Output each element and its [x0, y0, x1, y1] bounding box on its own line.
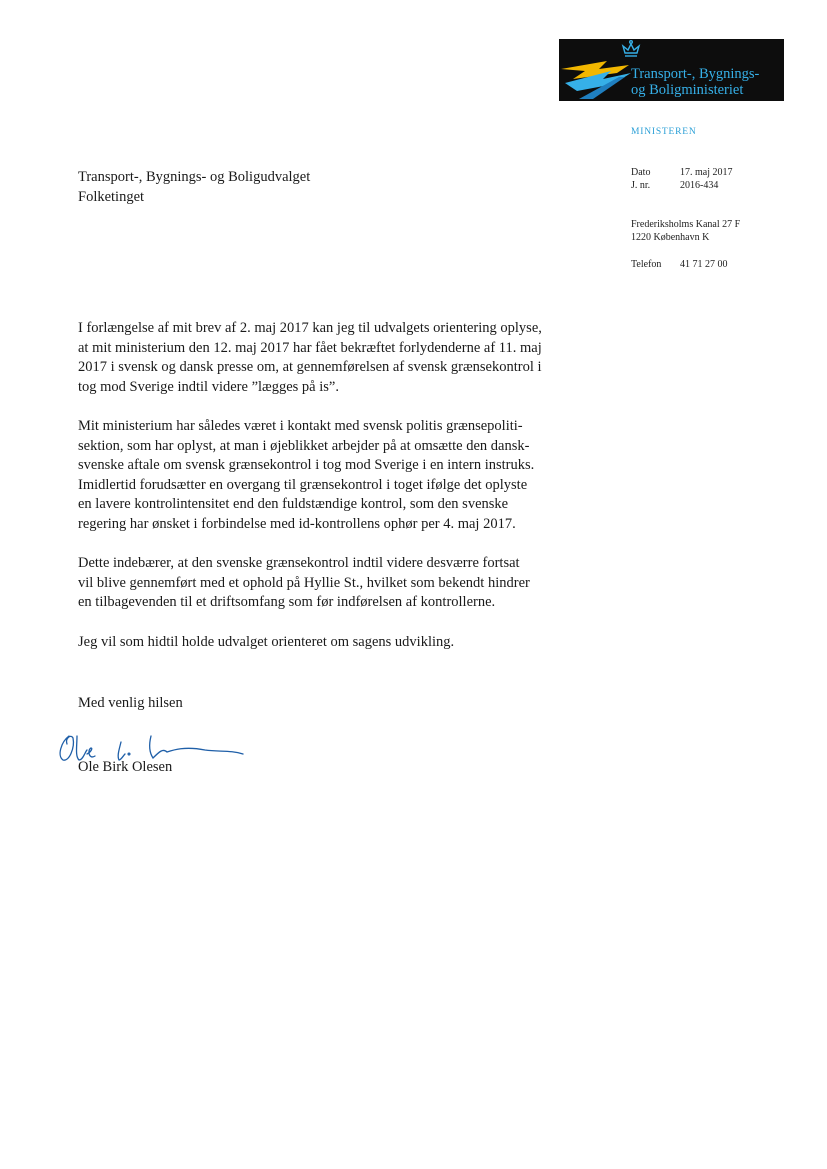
recipient-block — [78, 167, 310, 207]
address-line-2: 1220 København K — [631, 232, 710, 243]
closing-greeting: Med venlig hilsen — [78, 695, 183, 711]
logo-line-2: og Boligministeriet — [631, 82, 744, 98]
ministry-logo — [559, 39, 784, 101]
journal-row — [631, 179, 718, 192]
department-label: MINISTEREN — [631, 127, 697, 137]
logo-line-1: Transport-, Bygnings- — [631, 66, 760, 82]
date-value: 17. maj 2017 — [680, 167, 733, 178]
address-line-1: Frederiksholms Kanal 27 F — [631, 219, 741, 230]
address-block — [631, 218, 740, 244]
phone-value: 41 71 27 00 — [680, 259, 728, 270]
journal-value: 2016-434 — [680, 180, 719, 191]
paragraph-1: I forlængelse af mit brev af 2. maj 2017 kan jeg til udvalgets orientering oplyse, at mit ministerium den 12. maj 2017 har fået bekræftet forlydenderne af 11. maj 2017 i svensk og dansk presse om, at gennemførelsen af svensk grænsekontrol i tog mod Sverige indtil videre ”lægges på is”. — [78, 320, 542, 395]
logo-wordmark — [631, 66, 759, 98]
paragraph-2: Mit ministerium har således været i kontakt med svensk politis grænsepoliti- sektion, som har oplyst, at man i øjeblikket arbejder på at omsætte den dansk- svenske aftale om svensk grænsekontrol i tog mod Sverige i en intern instruks. Imidlertid forudsætter en overgang til grænsekontrol i toget ifølge det oplyste en lavere kontrolintensitet end den fuldstændige kontrol, som den svenske regering har ønsket i forbindelse med id-kontrollens ophør per 4. maj 2017. — [78, 417, 535, 532]
paragraph-3: Dette indebærer, at den svenske grænsekontrol indtil videre desværre fortsat vil blive gennemført med et ophold på Hyllie St., hvilket som bekendt hindrer en tilbagevenden til et driftsomfang som før indførelsen af kontrollerne. — [78, 555, 530, 611]
recipient-line-2: Folketinget — [78, 189, 145, 205]
letter-body — [78, 319, 598, 672]
journal-label: J. nr. — [631, 180, 651, 191]
phone-label: Telefon — [631, 259, 662, 270]
date-label: Dato — [631, 167, 651, 178]
phone-row — [631, 258, 728, 271]
date-row — [631, 166, 733, 179]
recipient-line-1: Transport-, Bygnings- og Boligudvalget — [78, 169, 311, 185]
signer-name: Ole Birk Olesen — [78, 759, 173, 775]
paragraph-4: Jeg vil som hidtil holde udvalget orienteret om sagens udvikling. — [78, 633, 455, 650]
